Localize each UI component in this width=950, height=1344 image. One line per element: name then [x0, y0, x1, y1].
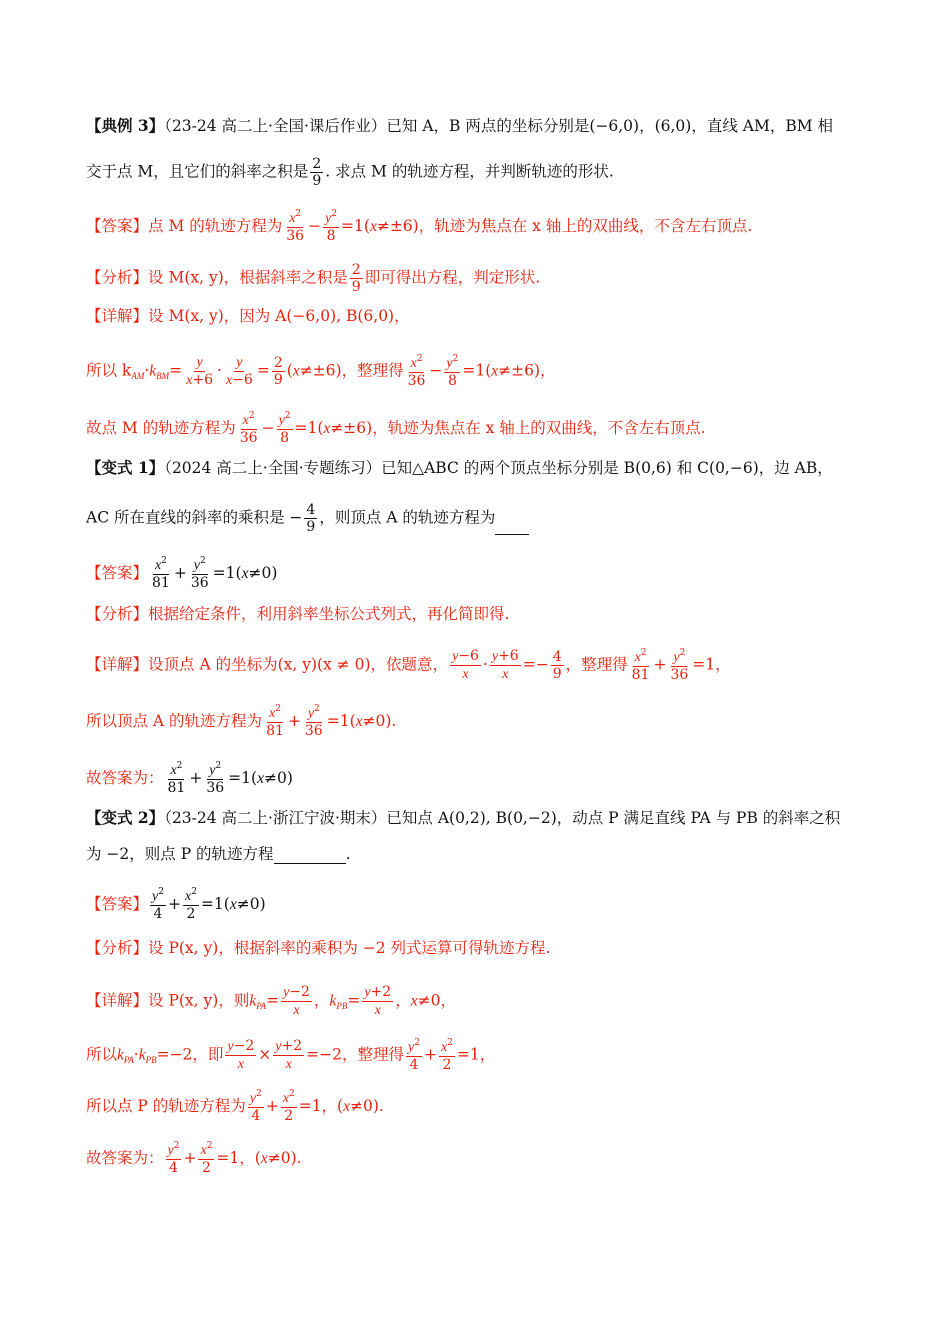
var2-analysis: 【分析】设 P(x, y)，根据斜率的乘积为 −2 列式运算可得轨迹方程. [86, 939, 551, 957]
var1-tag: 【变式 1】 [86, 458, 165, 477]
var2-source: （23-24 高二上·浙江宁波·期末） [164, 809, 387, 827]
var1-detail-line3: 故答案为： $\frac{x^2}{81}$ + $\frac{y^2}{36}$ =1(x≠0) [86, 761, 293, 797]
ex3-source: （23-24 高二上·全国·课后作业） [164, 117, 387, 135]
detail-tag: 【详解】 [86, 655, 149, 674]
detail-tag: 【详解】 [86, 307, 149, 325]
ex3-tag: 【典例 3】 [86, 116, 165, 135]
answer-tag: 【答案】 [86, 564, 149, 583]
var2-question-line1: 【变式 2】（23-24 高二上·浙江宁波·期末）已知点 A(0,2), B(0,−2)，动点 P 满足直线 PA 与 PB 的斜率之积 [86, 808, 841, 827]
ex3-detail-line2: 所以 $k_{AM}\cdot k_{BM}=$ $\frac{y}{x+6}$ · $\frac{y}{x-6}$ = $\frac{2}{9}$ (x≠±6)，整理得 $\frac{x^2}{36}$ − $\frac{y^2}{8}$ =1(x≠±6)， [86, 353, 556, 389]
ex3-question-text1: 已知 A，B 两点的坐标分别是(−6,0)，(6,0)，直线 AM，BM 相 [386, 117, 834, 135]
var1-detail-line1: 【详解】设顶点 A 的坐标为(x, y)(x ≠ 0)，依题意， $\frac{y-6}{x}$ · $\frac{y+6}{x}$ =− $\frac{4}{9}$ ，整理得 $\frac{x^2}{81}$ + $\frac{y^2}{36}$ =1， [86, 647, 731, 683]
var1-question-line2: AC 所在直线的斜率的乘积是 − $\frac{4}{9}$ ，则顶点 A 的轨迹方程为 [86, 502, 529, 535]
answer-tag: 【答案】 [86, 895, 149, 914]
var1-answer: 【答案】 $\frac{x^2}{81}$ + $\frac{y^2}{36}$ =1(x≠0) [86, 556, 278, 592]
ex3-question-line2: 交于点 M，且它们的斜率之积是 $\frac{2}{9}$ . 求点 M 的轨迹方程，并判断轨迹的形状. [86, 156, 614, 190]
analysis-tag: 【分析】 [86, 605, 149, 623]
fraction: $\frac{2}{9}$ [312, 156, 322, 190]
var2-detail-line4: 故答案为： $\frac{y^2}{4}$ + $\frac{x^2}{2}$ =1，(x≠0). [86, 1141, 302, 1177]
analysis-tag: 【分析】 [86, 268, 149, 287]
ex3-answer: 【答案】点 M 的轨迹方程为 $\frac{x^2}{36}$ − $\frac{y^2}{8}$ =1(x≠±6)，轨迹为焦点在 x 轴上的双曲线，不含左右顶点. [86, 209, 753, 245]
ex3-detail-line3: 故点 M 的轨迹方程为 $\frac{x^2}{36}$ − $\frac{y^2}{8}$ =1(x≠±6)，轨迹为焦点在 x 轴上的双曲线，不含左右顶点. [86, 411, 706, 447]
var1-source: （2024 高二上·全国·专题练习） [164, 459, 382, 477]
detail-tag: 【详解】 [86, 991, 149, 1010]
answer-blank [495, 520, 529, 535]
var1-detail-line2: 所以顶点 A 的轨迹方程为 $\frac{x^2}{81}$ + $\frac{y^2}{36}$ =1(x≠0). [86, 704, 397, 740]
var1-question-line1: 【变式 1】（2024 高二上·全国·专题练习）已知△ABC 的两个顶点坐标分别是 B(0,6) 和 C(0,−6)，边 AB， [86, 458, 833, 477]
var2-tag: 【变式 2】 [86, 808, 165, 827]
var2-detail-line2: 所以$k_{PA}\cdot k_{PB}=-2$，即 $\frac{y-2}{x}$ × $\frac{y+2}{x}$ =−2，整理得 $\frac{y^2}{4}$ + $\frac{x^2}{2}$ =1， [86, 1037, 496, 1073]
ex3-analysis: 【分析】设 M(x, y)，根据斜率之积是 $\frac{2}{9}$ 即可得出方程，判定形状. [86, 262, 541, 296]
var2-detail-line3: 所以点 P 的轨迹方程为 $\frac{y^2}{4}$ + $\frac{x^2}{2}$ =1，(x≠0). [86, 1089, 384, 1125]
answer-tag: 【答案】 [86, 217, 149, 236]
var1-analysis: 【分析】根据给定条件，利用斜率坐标公式列式，再化简即得. [86, 605, 510, 623]
analysis-tag: 【分析】 [86, 939, 149, 957]
var2-detail-line1: 【详解】设 P(x, y)，则$k_{PA}=$ $\frac{y-2}{x}$ ，$k_{PB}=$ $\frac{y+2}{x}$ ，x≠0， [86, 984, 456, 1019]
ex3-detail-line1: 【详解】设 M(x, y)，因为 A(−6,0), B(6,0)， [86, 307, 410, 325]
ex3-question-line1 [86, 116, 833, 136]
answer-blank [274, 849, 346, 864]
var2-answer: 【答案】 $\frac{y^2}{4}$ + $\frac{x^2}{2}$ =1(x≠0) [86, 887, 266, 923]
var2-question-line2: 为 −2，则点 P 的轨迹方程 . [86, 845, 351, 863]
